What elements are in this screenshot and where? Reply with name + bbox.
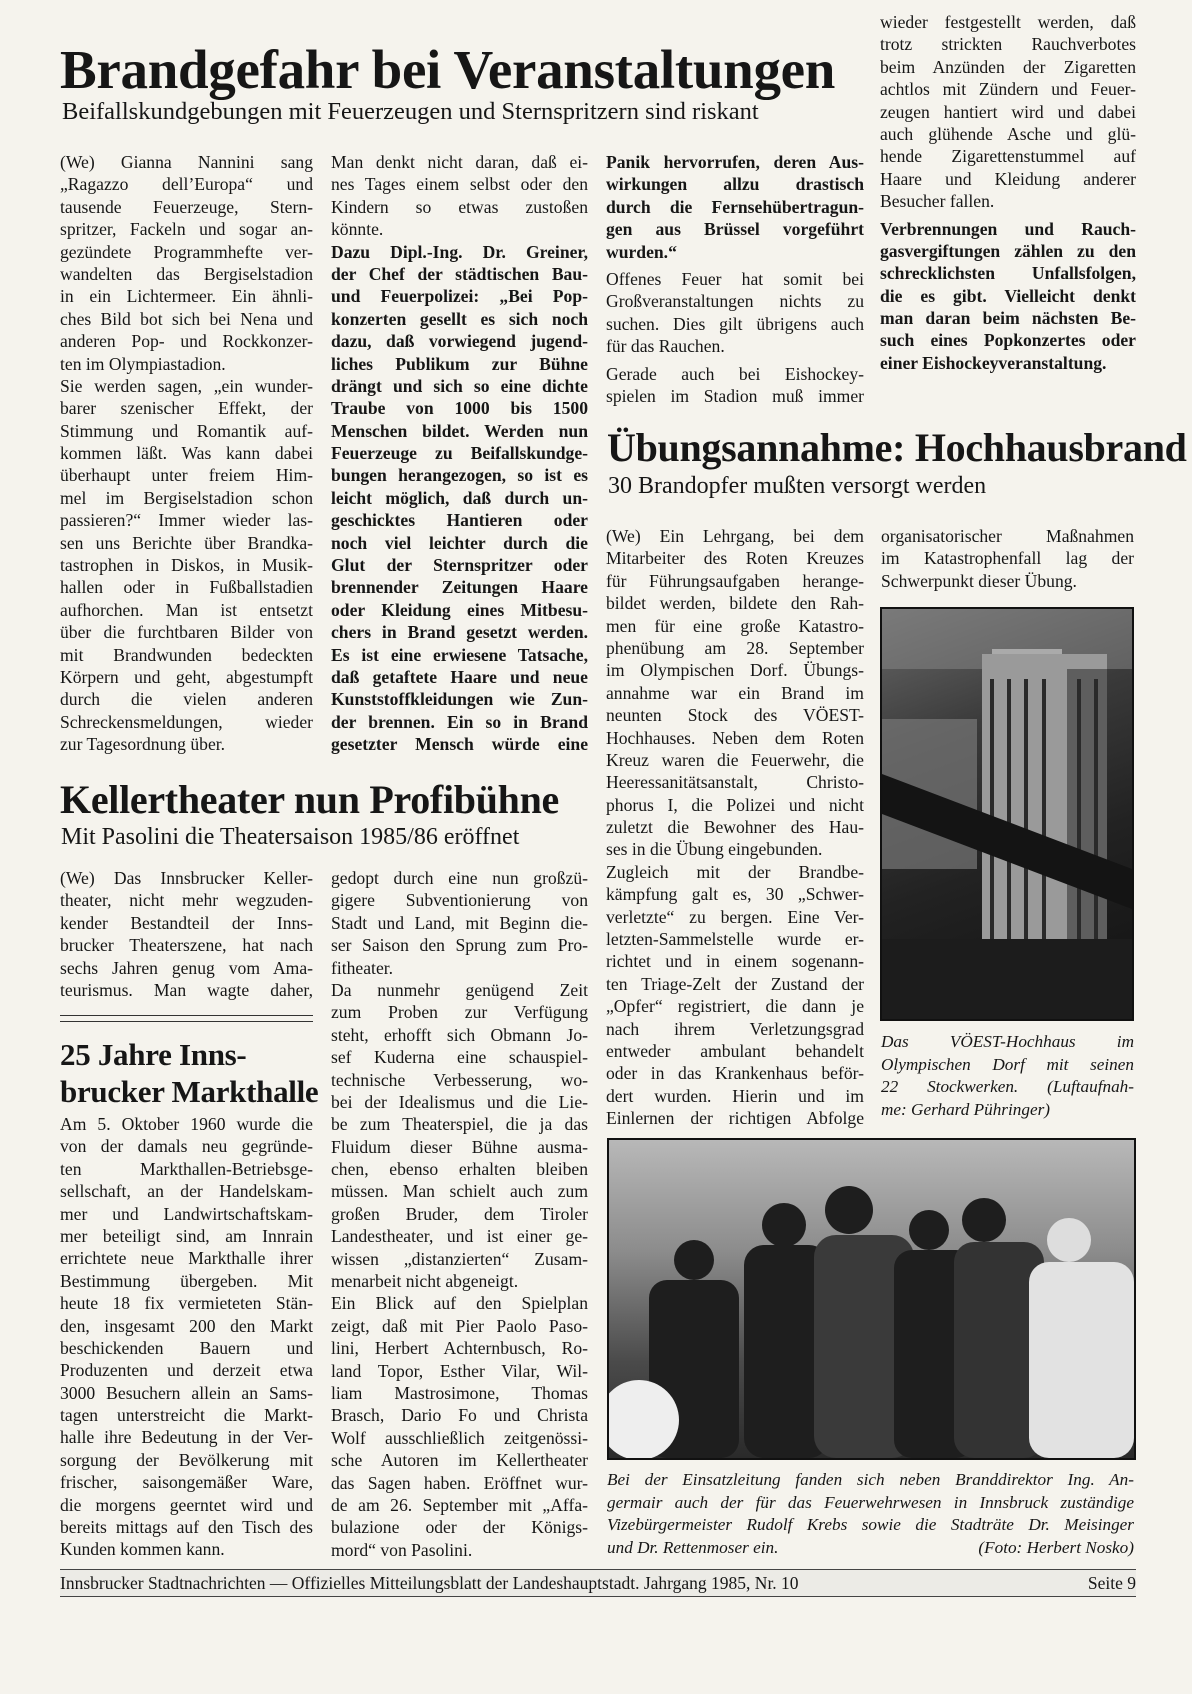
text-line: müssen. Man schielt auch zum bbox=[331, 1181, 588, 1202]
paragraph bbox=[881, 525, 1134, 592]
text-line: Einlernen der richtigen Abfolge bbox=[606, 1108, 864, 1129]
text-line: (We) Gianna Nannini sang bbox=[60, 152, 313, 172]
text-line: tausende Feuerzeuge, Stern- bbox=[60, 196, 313, 217]
article-brandgefahr-column-2 bbox=[331, 151, 588, 756]
text-line: mer und Landwirtschaftskam- bbox=[60, 1203, 313, 1224]
text-line: die es gibt. Vielleicht denkt bbox=[880, 285, 1136, 306]
text-line: Verbrennungen und Rauch- bbox=[880, 218, 1136, 239]
article-brandgefahr-column-3 bbox=[606, 151, 864, 407]
text-line: anderen Pop- und Rockkonzer- bbox=[60, 331, 313, 352]
text-line: gedopt durch eine nun großzü- bbox=[331, 868, 588, 888]
text-line: Am 5. Oktober 1960 wurde die bbox=[60, 1114, 313, 1134]
text-line: großen Bruder, dem Tiroler bbox=[331, 1203, 588, 1224]
text-line: Traube von 1000 bis 1500 bbox=[331, 398, 588, 419]
article-uebungsannahme-column-1 bbox=[606, 525, 864, 1130]
text-line: Körpern und geht, abgestumpft bbox=[60, 666, 313, 687]
text-line: phenübung am 28. September bbox=[606, 637, 864, 658]
text-line: bei der Idealismus und die Lie- bbox=[331, 1091, 588, 1112]
text-line: konzerten gesellt es sich noch bbox=[331, 308, 588, 329]
article-subtitle-kellertheater: Mit Pasolini die Theatersaison 1985/86 eröffnet bbox=[61, 824, 520, 850]
article-headline-uebungsannahme: Übungsannahme: Hochhausbrand bbox=[607, 425, 1187, 470]
text-line: beschickenden Bauern und bbox=[60, 1337, 313, 1358]
article-kellertheater-column-1 bbox=[60, 867, 313, 1001]
photo-voest-hochhaus-caption bbox=[881, 1031, 1134, 1121]
paragraph bbox=[331, 241, 588, 756]
text-line: ten im Olympiastadion. bbox=[60, 353, 226, 374]
text-line: ten Markthallen-Betriebsge- bbox=[60, 1158, 313, 1179]
paragraph bbox=[880, 218, 1136, 375]
text-line: gen aus Brüssel vorgeführt bbox=[606, 219, 864, 240]
text-line: liches Publikum zur Bühne bbox=[331, 353, 588, 374]
text-line: Kunden kommen kann. bbox=[60, 1539, 225, 1560]
text-line: neunten Stock des VÖEST- bbox=[606, 705, 864, 726]
caption-line: me: Gerhard Pühringer) bbox=[881, 1099, 1050, 1119]
text-line: von der damals neu gegründe- bbox=[60, 1136, 313, 1157]
caption-line: germair auch der für das Feuerwehrwesen in Innsbruck zuständige bbox=[607, 1492, 1134, 1512]
text-line: noch viel leichter durch die bbox=[331, 532, 588, 553]
text-line: mer beteiligt sind, am Innrain bbox=[60, 1225, 313, 1246]
text-line: frischer, saisongemäßer Ware, bbox=[60, 1472, 313, 1493]
article-brandgefahr-column-1 bbox=[60, 151, 313, 756]
text-line: Glut der Sternspritzer oder bbox=[331, 555, 588, 576]
text-line: im Katastrophenfall lag der bbox=[881, 548, 1134, 569]
text-line: Fluidum dieser Bühne ausma- bbox=[331, 1136, 588, 1157]
text-line: phorus I, die Polizei und nicht bbox=[606, 794, 864, 815]
text-line: such eines Popkonzertes oder bbox=[880, 330, 1136, 351]
footer-publication: Innsbrucker Stadtnachrichten — Offizielles Mitteilungsblatt der Landeshauptstadt. Jahrgang 1985, Nr. 10 bbox=[60, 1572, 799, 1593]
text-line: Da nunmehr genügend Zeit bbox=[331, 979, 588, 1000]
text-line: Heeressanitätsanstalt, Christo- bbox=[606, 772, 864, 793]
section-divider-top bbox=[60, 1015, 313, 1016]
text-line: Ein Blick auf den Spielplan bbox=[331, 1293, 588, 1314]
text-line: Kreuz waren die Feuerwehr, die bbox=[606, 749, 864, 770]
text-line: auch glühende Asche und glü- bbox=[880, 123, 1136, 144]
text-line: Schreckensmeldungen, wieder bbox=[60, 711, 313, 732]
paragraph bbox=[606, 525, 864, 861]
text-line: Kindern so etwas zustoßen bbox=[331, 196, 588, 217]
text-line: wissen „distanzierten“ Zusam- bbox=[331, 1248, 588, 1269]
text-line: daß getaftete Haare und neue bbox=[331, 666, 588, 687]
text-line: Schwerpunkt dieser Übung. bbox=[881, 570, 1077, 591]
text-line: geschicktes Hantieren oder bbox=[331, 510, 588, 531]
text-line: menarbeit nicht abgeneigt. bbox=[331, 1271, 519, 1292]
text-line: gigere Subventionierung von bbox=[331, 890, 588, 911]
paragraph bbox=[60, 151, 313, 375]
photo-einsatzleitung-caption-lines bbox=[607, 1469, 1134, 1537]
text-line: liam Mastrosimone, Thomas bbox=[331, 1382, 588, 1403]
text-line: gezündete Programmhefte ver- bbox=[60, 241, 313, 262]
text-line: barer szenischer Effekt, der bbox=[60, 398, 313, 419]
text-line: sellschaft, an der Handelskam- bbox=[60, 1181, 313, 1202]
text-line: letzten-Sammelstelle wurde er- bbox=[606, 929, 864, 950]
text-line: oder in das Krankenhaus beför- bbox=[606, 1063, 864, 1084]
text-line: achtlos mit Zündern und Feuer- bbox=[880, 79, 1136, 100]
text-line: spielen im Stadion muß immer bbox=[606, 385, 864, 406]
text-line: heute 18 fix vermieteten Stän- bbox=[60, 1293, 313, 1314]
caption-line: Vizebürgermeister Rudolf Krebs sowie die Stadträte Dr. Meisinger bbox=[607, 1515, 1134, 1535]
text-line: gasvergiftungen zählen zu den bbox=[880, 240, 1136, 261]
text-line: Besucher fallen. bbox=[880, 191, 995, 212]
text-line: „Opfer“ registriert, die dann je bbox=[606, 996, 864, 1017]
text-line: Man denkt nicht daran, daß ei- bbox=[331, 152, 588, 172]
text-line: suchen. Dies gilt übrigens auch bbox=[606, 313, 864, 334]
text-line: bildet werden, bildete den Rah- bbox=[606, 593, 864, 614]
text-line: wirkungen allzu drastisch bbox=[606, 174, 864, 195]
paragraph bbox=[331, 151, 588, 241]
text-line: Produzenten und derzeit etwa bbox=[60, 1360, 313, 1381]
text-line: dazu, daß vorwiegend jugend- bbox=[331, 331, 588, 352]
text-line: bulazione oder der Königs- bbox=[331, 1517, 588, 1538]
text-line: kender Bestandteil der Inns- bbox=[60, 912, 313, 933]
text-line: für das Rauchen. bbox=[606, 336, 725, 357]
text-line: ten Triage-Zelt der Zustand der bbox=[606, 973, 864, 994]
photo-einsatzleitung-image bbox=[609, 1140, 1134, 1458]
text-line: Mitarbeiter des Roten Kreuzes bbox=[606, 548, 864, 569]
text-line: spritzer, Fackeln und sogar an- bbox=[60, 219, 313, 240]
text-line: drängt und sich so eine dichte bbox=[331, 375, 588, 396]
text-line: zum Proben zur Verfügung bbox=[331, 1002, 588, 1023]
text-line: man daran beim nächsten Be- bbox=[880, 308, 1136, 329]
text-line: annahme war ein Brand im bbox=[606, 682, 864, 703]
text-line: hende Zigarettenstummel auf bbox=[880, 146, 1136, 167]
text-line: sen uns Berichte über Brandka- bbox=[60, 532, 313, 553]
text-line: Zugleich mit der Brandbe- bbox=[606, 861, 864, 882]
text-line: nach ihrem Verletzungsgrad bbox=[606, 1018, 864, 1039]
article-markthalle-column-1 bbox=[60, 1113, 313, 1561]
text-line: Stimmung und Romantik auf- bbox=[60, 420, 313, 441]
text-line: Offenes Feuer hat somit bei bbox=[606, 268, 864, 289]
text-line: steht, erhofft sich Obmann Jo- bbox=[331, 1024, 588, 1045]
text-line: bungen herangezogen, so ist es bbox=[331, 465, 588, 486]
text-line: könnte. bbox=[331, 219, 384, 240]
text-line: verletzte“ zu bergen. Eine Ver- bbox=[606, 906, 864, 927]
caption-line: Olympischen Dorf mit seinen bbox=[881, 1054, 1134, 1074]
text-line: durch die Fernsehübertragun- bbox=[606, 196, 864, 217]
paragraph bbox=[331, 867, 588, 979]
text-line: der Chef der städtischen Bau- bbox=[331, 263, 588, 284]
text-line: chers in Brand gesetzt werden. bbox=[331, 622, 588, 643]
text-line: richtet und in einem sogenann- bbox=[606, 951, 864, 972]
text-line: zeugen hantiert wird und dabei bbox=[880, 101, 1136, 122]
text-line: fitheater. bbox=[331, 957, 394, 978]
text-line: organisatorischer Maßnahmen bbox=[881, 526, 1134, 546]
text-line: kämpfung galt es, 30 „Schwer- bbox=[606, 884, 864, 905]
text-line: Dazu Dipl.-Ing. Dr. Greiner, bbox=[331, 241, 588, 262]
text-line: brennender Zeitungen Haare bbox=[331, 577, 588, 598]
photo-einsatzleitung-caption-last-line bbox=[607, 1537, 1134, 1560]
text-line: Menschen bildet. Werden nun bbox=[331, 420, 588, 441]
text-line: für Führungsaufgaben herange- bbox=[606, 570, 864, 591]
text-line: gesetzter Mensch würde eine bbox=[331, 734, 588, 755]
text-line: leicht möglich, daß durch un- bbox=[331, 487, 588, 508]
text-line: Haare und Kleidung anderer bbox=[880, 168, 1136, 189]
text-line: die morgens geerntet wird und bbox=[60, 1494, 313, 1515]
text-line: halle ihre Bedeutung in der Ver- bbox=[60, 1427, 313, 1448]
text-line: be zum Theaterspiel, die ja das bbox=[331, 1114, 588, 1135]
text-line: wurden.“ bbox=[606, 241, 677, 262]
text-line: brucker Theaterszene, hat nach bbox=[60, 935, 313, 956]
text-line: zuletzt die Bewohner des Hau- bbox=[606, 817, 864, 838]
article-subtitle-brandgefahr: Beifallskundgebungen mit Feuerzeugen und Sternspritzern sind riskant bbox=[62, 98, 759, 125]
text-line: kommen läßt. Was kann dabei bbox=[60, 443, 313, 464]
text-line: bereits mittags auf den Tisch des bbox=[60, 1517, 313, 1538]
text-line: über die furchtbaren Bilder von bbox=[60, 622, 313, 643]
text-line: aufhorchen. Man ist entsetzt bbox=[60, 599, 313, 620]
text-line: Großveranstaltungen nichts zu bbox=[606, 291, 864, 312]
text-line: land Topor, Esther Vilar, Wil- bbox=[331, 1360, 588, 1381]
text-line: Panik hervorrufen, deren Aus- bbox=[606, 152, 864, 172]
text-line: überhaupt unter freiem Him- bbox=[60, 465, 313, 486]
article-headline-markthalle-line-2: brucker Markthalle bbox=[60, 1074, 319, 1109]
text-line: (We) Das Innsbrucker Keller- bbox=[60, 868, 313, 888]
photo-voest-hochhaus bbox=[880, 607, 1134, 1021]
paragraph bbox=[60, 375, 313, 756]
paragraph bbox=[331, 979, 588, 1292]
text-line: der brennen. Ein so in Brand bbox=[331, 711, 588, 732]
text-line: theater, nicht mehr wegzuden- bbox=[60, 890, 313, 911]
footer-page-number: Seite 9 bbox=[1087, 1572, 1136, 1593]
text-line: das Sagen haben. Eröffnet wur- bbox=[331, 1472, 588, 1493]
article-headline-markthalle-line-1: 25 Jahre Inns- bbox=[60, 1037, 247, 1072]
text-line: 3000 Besuchern allein an Sams- bbox=[60, 1382, 313, 1403]
text-line: oder Kleidung eines Mitbesu- bbox=[331, 599, 588, 620]
text-line: in ein Lichtermeer. Ein ähnli- bbox=[60, 286, 313, 307]
article-headline-brandgefahr: Brandgefahr bei Veranstaltungen bbox=[60, 39, 836, 100]
text-line: Landestheater, und ist einer ge- bbox=[331, 1226, 588, 1247]
page-footer bbox=[60, 1569, 1136, 1597]
text-line: lini, Herbert Achternbusch, Ro- bbox=[331, 1338, 588, 1359]
paragraph bbox=[60, 867, 313, 1001]
text-line: Feuerzeuge zu Beifallskundge- bbox=[331, 443, 588, 464]
text-line: zeigt, daß mit Pier Paolo Paso- bbox=[331, 1315, 588, 1336]
paragraph bbox=[880, 11, 1136, 213]
text-line: ser Saison den Sprung zum Pro- bbox=[331, 935, 588, 956]
text-line: technische Verbesserung, wo- bbox=[331, 1069, 588, 1090]
photo-einsatzleitung bbox=[607, 1138, 1136, 1460]
text-line: tastrophen in Diskos, in Musik- bbox=[60, 555, 313, 576]
article-headline-markthalle bbox=[60, 1036, 318, 1110]
text-line: nes Tages einem selbst oder den bbox=[331, 174, 588, 195]
text-line: Es ist eine erwiesene Tatsache, bbox=[331, 644, 588, 665]
section-divider-bottom bbox=[60, 1021, 313, 1022]
paragraph bbox=[606, 151, 864, 263]
article-kellertheater-column-2 bbox=[331, 867, 588, 1561]
text-line: einer Eishockeyveranstaltung. bbox=[880, 352, 1107, 373]
text-line: de am 26. September mit „Affa- bbox=[331, 1494, 588, 1515]
text-line: wandelten das Bergiselstadion bbox=[60, 263, 313, 284]
text-line: und Feuerpolizei: „Bei Pop- bbox=[331, 286, 588, 307]
text-line: trotz strickten Rauchverbotes bbox=[880, 34, 1136, 55]
text-line: dert wurden. Hierin und im bbox=[606, 1085, 864, 1106]
photo-voest-hochhaus-image bbox=[882, 609, 1132, 1019]
text-line: ses in die Übung eingebunden. bbox=[606, 839, 823, 860]
caption-last-line-text: und Dr. Rettenmoser ein. bbox=[607, 1537, 779, 1557]
text-line: durch die vielen anderen bbox=[60, 689, 313, 710]
text-line: entweder ambulant behandelt bbox=[606, 1040, 864, 1061]
text-line: hallen oder in Fußballstadien bbox=[60, 577, 313, 598]
caption-line: 22 Stockwerken. (Luftaufnah- bbox=[881, 1077, 1134, 1097]
article-uebungsannahme-column-2 bbox=[881, 525, 1134, 592]
photo-credit: (Foto: Herbert Nosko) bbox=[978, 1537, 1134, 1557]
text-line: passieren?“ Immer wieder las- bbox=[60, 510, 313, 531]
text-line: zur Tagesordnung über. bbox=[60, 734, 226, 755]
text-line: im Olympischen Dorf. Übungs- bbox=[606, 660, 864, 681]
caption-line: Das VÖEST-Hochhaus im bbox=[881, 1032, 1134, 1051]
text-line: mord“ von Pasolini. bbox=[331, 1539, 473, 1560]
article-subtitle-uebungsannahme: 30 Brandopfer mußten versorgt werden bbox=[608, 473, 987, 499]
text-line: schrecklichsten Unfallsfolgen, bbox=[880, 263, 1136, 284]
text-line: chen, ebenso erhalten bleiben bbox=[331, 1159, 588, 1180]
text-line: den, insgesamt 200 den Markt bbox=[60, 1315, 313, 1336]
text-line: mel im Bergiselstadion schon bbox=[60, 487, 313, 508]
text-line: Sie werden sagen, „ein wunder- bbox=[60, 375, 313, 396]
text-line: „Ragazzo dell’Europa“ und bbox=[60, 174, 313, 195]
photo-einsatzleitung-caption bbox=[607, 1469, 1134, 1559]
paragraph bbox=[606, 268, 864, 358]
text-line: Kunststoffkleidungen wie Zun- bbox=[331, 689, 588, 710]
text-line: wieder festgestellt werden, daß bbox=[880, 12, 1136, 32]
text-line: errichtete neue Markthalle ihrer bbox=[60, 1248, 313, 1269]
text-line: teurismus. Man wagte daher, bbox=[60, 979, 313, 1000]
text-line: sche Autoren im Kellertheater bbox=[331, 1450, 588, 1471]
article-headline-kellertheater: Kellertheater nun Profibühne bbox=[60, 777, 560, 822]
text-line: (We) Ein Lehrgang, bei dem bbox=[606, 526, 864, 546]
text-line: men für eine große Katastro- bbox=[606, 615, 864, 636]
caption-line: Bei der Einsatzleitung fanden sich neben Branddirektor Ing. An- bbox=[607, 1470, 1134, 1489]
text-line: sechs Jahren genug vom Ama- bbox=[60, 957, 313, 978]
paragraph bbox=[606, 861, 864, 1130]
text-line: Bestimmung übergeben. Mit bbox=[60, 1270, 313, 1291]
text-line: Hochhauses. Neben dem Roten bbox=[606, 727, 864, 748]
paragraph bbox=[606, 363, 864, 408]
text-line: beim Anzünden der Zigaretten bbox=[880, 56, 1136, 77]
paragraph bbox=[60, 1113, 313, 1561]
article-brandgefahr-column-4 bbox=[880, 11, 1136, 374]
text-line: mit Brandwunden bedeckten bbox=[60, 644, 313, 665]
text-line: Brasch, Dario Fo und Christa bbox=[331, 1405, 588, 1426]
paragraph bbox=[331, 1292, 588, 1561]
text-line: tagen unterstreicht die Markt- bbox=[60, 1405, 313, 1426]
text-line: sef Kuderna eine schauspiel- bbox=[331, 1047, 588, 1068]
text-line: Gerade auch bei Eishockey- bbox=[606, 363, 864, 384]
text-line: Stadt und Land, mit Beginn die- bbox=[331, 912, 588, 933]
text-line: ches Bild bot sich bei Nena und bbox=[60, 308, 313, 329]
text-line: Wolf ausschließlich zeitgenössi- bbox=[331, 1427, 588, 1448]
text-line: sorgung der Bevölkerung mit bbox=[60, 1449, 313, 1470]
